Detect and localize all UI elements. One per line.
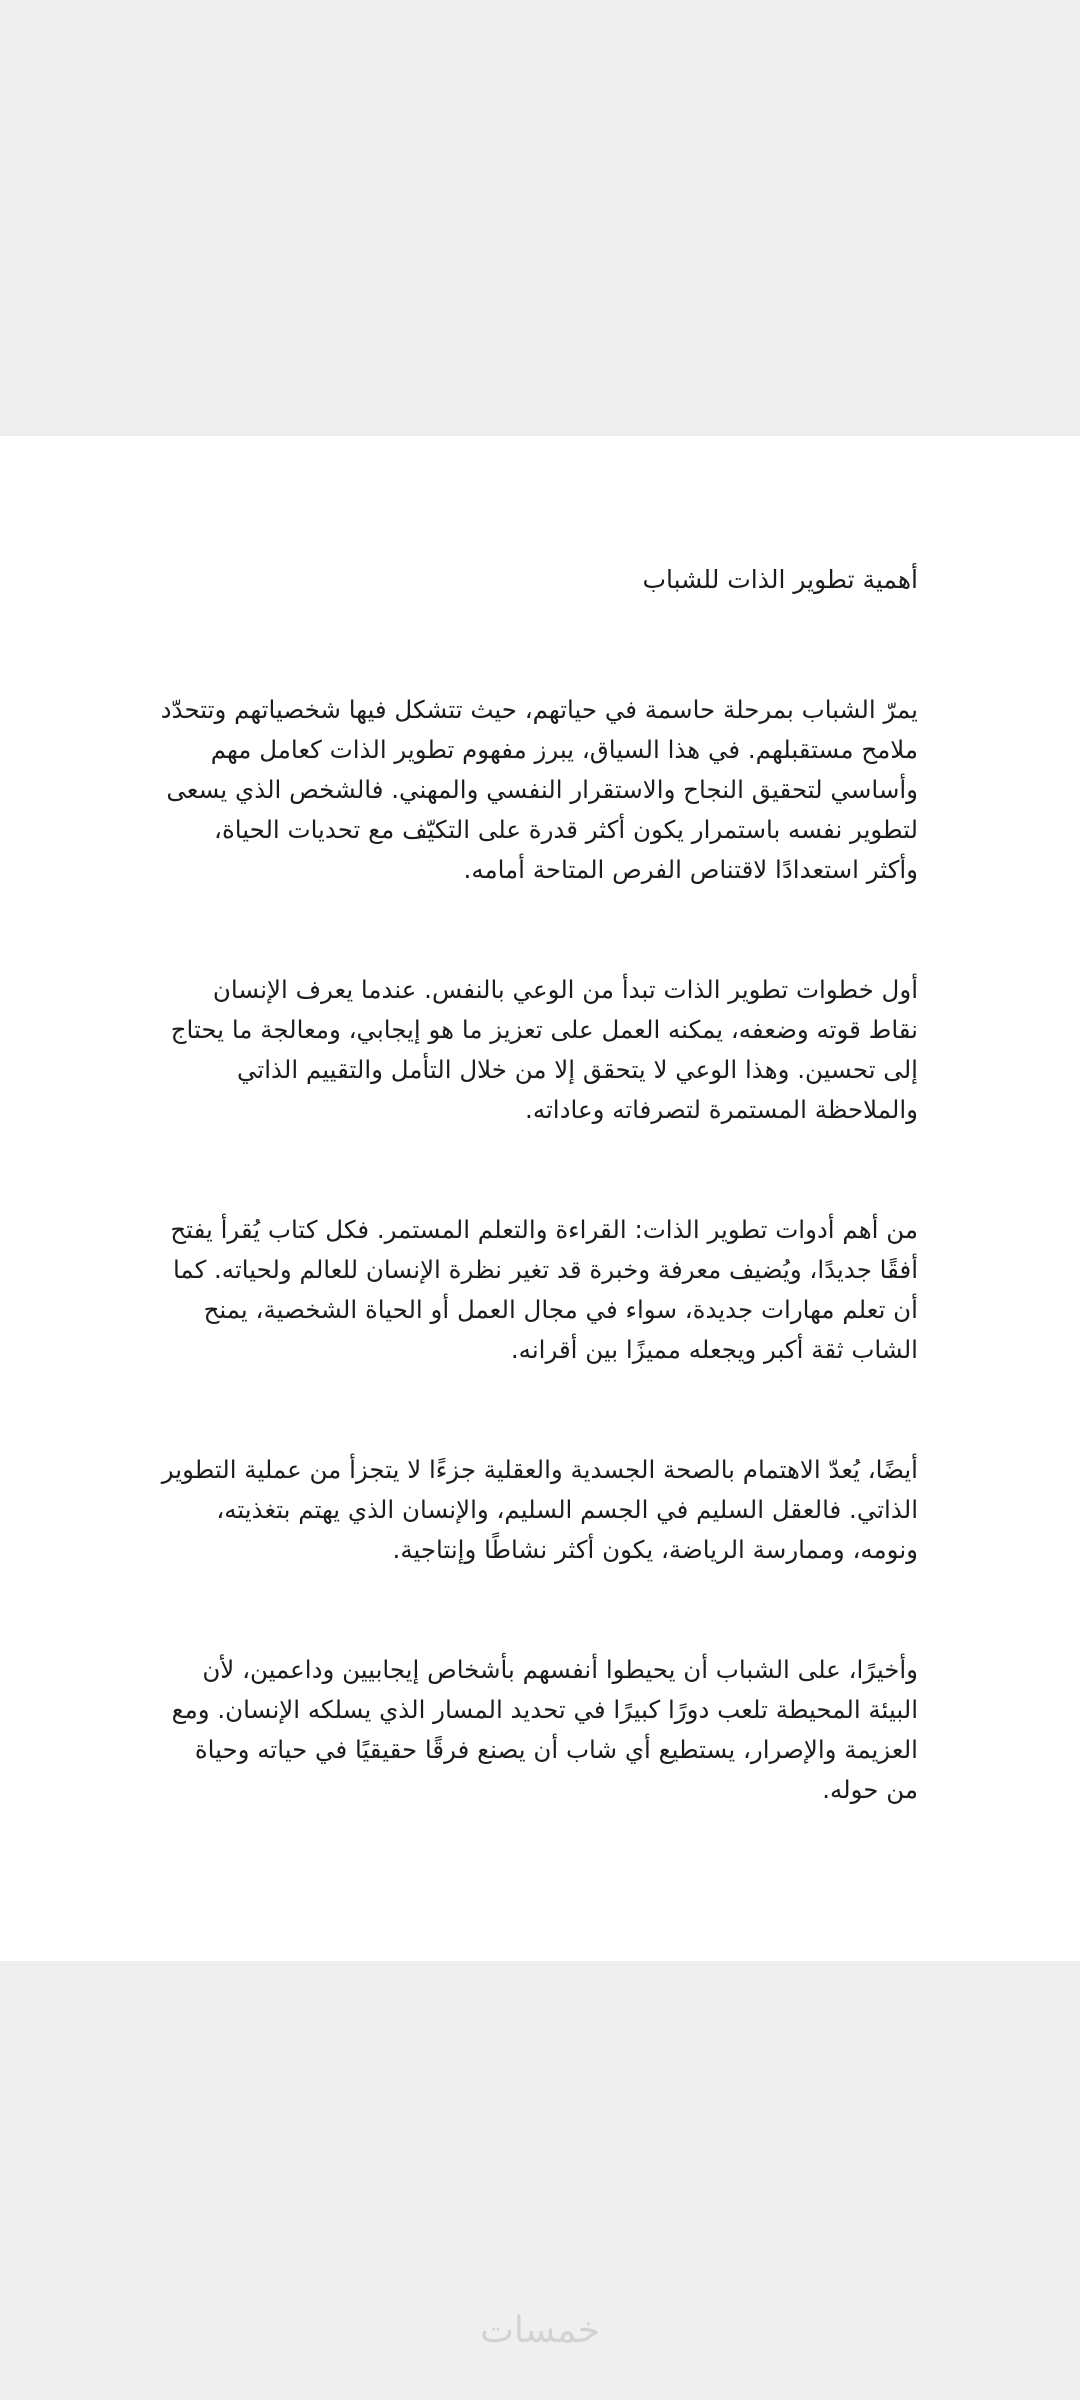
paragraph-health: أيضًا، يُعدّ الاهتمام بالصحة الجسدية والعقلية جزءًا لا يتجزأ من عملية التطوير الذاتي. فالعقل السليم في الجسم السليم، والإنسان الذي يهتم بتغذيته، ونومه، وممارسة الرياضة، يكون أكثر نشاطًا وإنتاجية. xyxy=(161,1455,918,1564)
paragraph-self-awareness: أول خطوات تطوير الذات تبدأ من الوعي بالنفس. عندما يعرف الإنسان نقاط قوته وضعفه، يمكنه العمل على تعزيز ما هو إيجابي، ومعالجة ما يحتاج إلى تحسين. وهذا الوعي لا يتحقق إلا من خلال التأمل والتقييم الذاتي والملاحظة المستمرة لتصرفاته وعاداته. xyxy=(170,975,918,1124)
document-title: أهمية تطوير الذات للشباب xyxy=(642,565,918,594)
paragraph-reading-learning: من أهم أدوات تطوير الذات: القراءة والتعلم المستمر. فكل كتاب يُقرأ يفتح أفقًا جديدًا، ويُضيف معرفة وخبرة قد تغير نظرة الإنسان للعالم ولحياته. كما أن تعلم مهارات جديدة، سواء في مجال العمل أو الحياة الشخصية، يمنح الشاب ثقة أكبر ويجعله مميزًا بين أقرانه. xyxy=(170,1215,918,1364)
paragraph-intro: يمرّ الشباب بمرحلة حاسمة في حياتهم، حيث تتشكل فيها شخصياتهم وتتحدّد ملامح مستقبلهم. في هذا السياق، يبرز مفهوم تطوير الذات كعامل مهم وأساسي لتحقيق النجاح والاستقرار النفسي والمهني. فالشخص الذي يسعى لتطوير نفسه باستمرار يكون أكثر قدرة على التكيّف مع تحديات الحياة، وأكثر استعدادًا لاقتناص الفرص المتاحة أمامه. xyxy=(160,695,918,884)
brand-watermark-logo: خمسات xyxy=(479,2310,601,2351)
document-content xyxy=(158,560,918,1890)
document-page xyxy=(0,436,1080,1961)
top-margin-area xyxy=(0,0,1080,436)
paragraph-conclusion: وأخيرًا، على الشباب أن يحيطوا أنفسهم بأشخاص إيجابيين وداعمين، لأن البيئة المحيطة تلعب دورًا كبيرًا في تحديد المسار الذي يسلكه الإنسان. ومع العزيمة والإصرار، يستطيع أي شاب أن يصنع فرقًا حقيقيًا في حياته وحياة من حوله. xyxy=(171,1655,918,1804)
